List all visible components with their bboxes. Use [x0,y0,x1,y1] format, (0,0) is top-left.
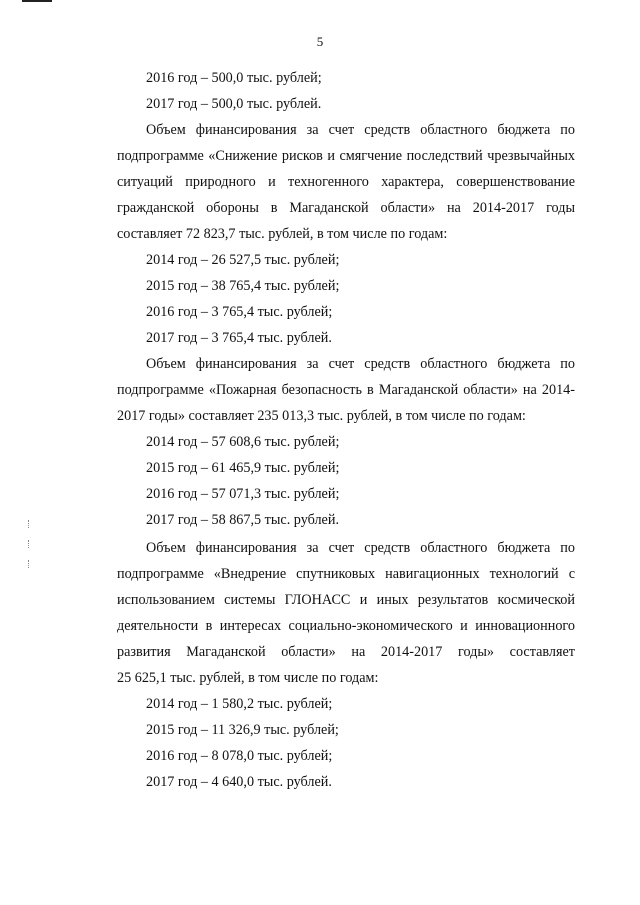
binding-mark [28,520,31,528]
text-line: 2016 год – 57 071,3 тыс. рублей; [146,486,340,502]
scan-corner-mark [22,0,52,2]
paragraph-first-line: Объем финансирования за счет средств областного бюджета по [146,356,575,372]
text-line: 2017 годы» составляет 235 013,3 тыс. рублей, в том числе по годам: [117,408,526,424]
text-line: 2017 год – 500,0 тыс. рублей. [146,96,322,112]
text-line: составляет 72 823,7 тыс. рублей, в том числе по годам: [117,226,448,242]
binding-mark [28,540,31,548]
text-line: подпрограмме «Снижение рисков и смягчение последствий чрезвычайных [117,148,575,164]
page-number: 5 [316,34,324,49]
text-line: 2017 год – 4 640,0 тыс. рублей. [146,774,332,790]
text-line: 2015 год – 38 765,4 тыс. рублей; [146,278,340,294]
text-line: использованием системы ГЛОНАСС и иных результатов космической [117,592,575,608]
text-line: 2014 год – 26 527,5 тыс. рублей; [146,252,340,268]
text-line: подпрограмме «Внедрение спутниковых навигационных технологий с [117,566,575,582]
text-line: развития Магаданской области» на 2014-2017 годы» составляет [117,644,575,660]
text-line: 2016 год – 500,0 тыс. рублей; [146,70,322,86]
text-line: деятельности в интересах социально-экономического и инновационного [117,618,575,634]
text-line: подпрограмме «Пожарная безопасность в Магаданской области» на 2014- [117,382,575,398]
text-line: 2016 год – 3 765,4 тыс. рублей; [146,304,333,320]
document-body [117,65,575,795]
text-line: гражданской обороны в Магаданской области» на 2014-2017 годы [117,200,575,216]
text-line: 2015 год – 11 326,9 тыс. рублей; [146,722,339,738]
text-line: 25 625,1 тыс. рублей, в том числе по годам: [117,670,379,686]
text-line: 2017 год – 58 867,5 тыс. рублей. [146,512,339,528]
text-line: 2015 год – 61 465,9 тыс. рублей; [146,460,340,476]
text-line: 2014 год – 1 580,2 тыс. рублей; [146,696,333,712]
text-line: 2014 год – 57 608,6 тыс. рублей; [146,434,340,450]
text-line: 2017 год – 3 765,4 тыс. рублей. [146,330,332,346]
paragraph-first-line: Объем финансирования за счет средств областного бюджета по [146,540,575,556]
text-line: ситуаций природного и техногенного характера, совершенствование [117,174,575,190]
text-line: 2016 год – 8 078,0 тыс. рублей; [146,748,333,764]
binding-mark [28,560,31,568]
paragraph-first-line: Объем финансирования за счет средств областного бюджета по [146,122,575,138]
